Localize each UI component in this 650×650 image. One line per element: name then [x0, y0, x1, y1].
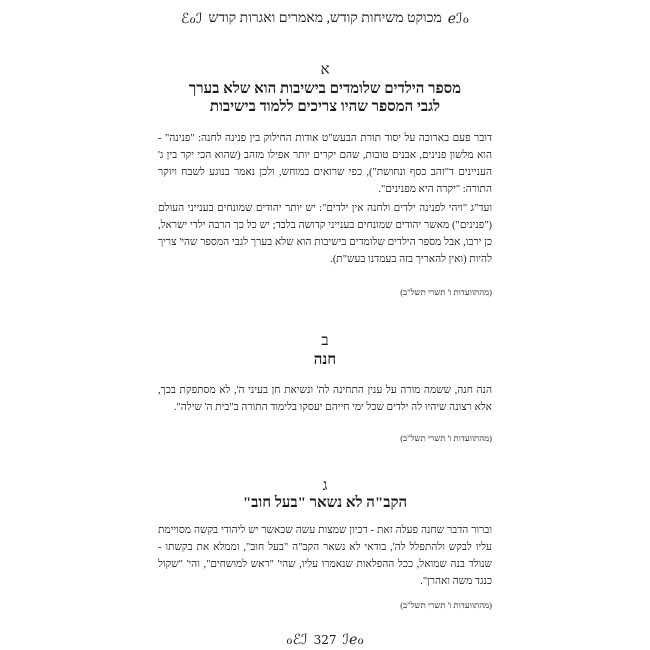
section-3-source: (מהתוועדות ו' תשרי תשל"ב) [400, 600, 492, 610]
section-3-title: הקב"ה לא נשאר "בעל חוב" [242, 495, 408, 511]
header-title: מכוקט משיחות קודש, מאמרים ואגרות קודש [208, 11, 442, 26]
section-2-title: חנה [313, 352, 337, 368]
footer-ornament-left: ℴℰℐ [286, 632, 308, 648]
running-header [150, 8, 500, 30]
section-1-paragraph-1: דובר פעם בארוכה על יסוד תורת הבעש"ט אודות החילוק בין פנינה לחנה: "פנינה" - הוא מלשון פנינים, אבנים טובות, שהם יקרים יותר אפילו מזהב (שהוא הכי יקר בין ג' העניינים ד"זהב כסף ונחושת"), כפי שרואים במוחש, ולכן נאמר בנוגע לשבח ויוקר התורה: "יקרה היא מפנינים". [158, 133, 492, 195]
section-2-letter: ב [321, 333, 329, 349]
section-2-paragraph-1: הנה חנה, ששמה מורה על ענין התחינה לה' ונשיאת חן בעיני ה', לא מסתפקת בכך, אלא רצונה שיהיו לה ילדים שכל ימי חייהם יעסקו בלימוד התורה ב"בית ה' שילה". [158, 385, 492, 413]
section-1-source: (מהתוועדות ו' תשרי תשל"ב) [400, 287, 492, 297]
footer-ornament-right: ℐℯℴ [342, 632, 364, 648]
header-ornament-left: ℰℴℐ [180, 11, 203, 27]
header-ornament-right: ℯℐℴ [447, 11, 470, 27]
section-1-paragraph-2: ועד"ג "ויהי לפנינה ילדים ולחנה אין ילדים": יש יותר יהודים שמונחים בענייני העולם ("פנינים") מאשר יהודים שמונחים בענייני קדושה בלבד; יש כל כך הרבה ילדי ישראל, כן ירבו, אבל מספר הילדים שלומדים בישיבות הוא שלא בערך לגבי המספר שהי' צריך להיות (ואין להאריך בזה בעמדנו בעש"ת). [158, 203, 492, 265]
page-number: 327 [313, 633, 337, 647]
section-1-title-line-1: מספר הילדים שלומדים בישיבות הוא שלא בערך [188, 81, 462, 97]
section-2-source: (מהתוועדות ו' תשרי תשל"ב) [400, 433, 492, 443]
section-1-letter: א [320, 62, 330, 78]
section-3-letter: ג [322, 478, 328, 494]
section-1-title-line-2: לגבי המספר שהיו צריכים ללמוד בישיבות [209, 99, 441, 115]
page-footer [0, 632, 650, 648]
section-3-paragraph-1: וברור הדבר שחנה פעלה זאת - דכיון שמצות עשה שכאשר יש ליהודי בקשה מסויימת עליו לבקש ולהתפלל לה', בודאי לא נשאר הקב"ה "בעל חוב", וממלא את בקשתו - שנולד בנה שמואל, ככל ההפלאות שנאמרו עליו, שהי' "ראש למושחים", והי' "שקול כנגד משה ואהרן". [158, 525, 492, 587]
